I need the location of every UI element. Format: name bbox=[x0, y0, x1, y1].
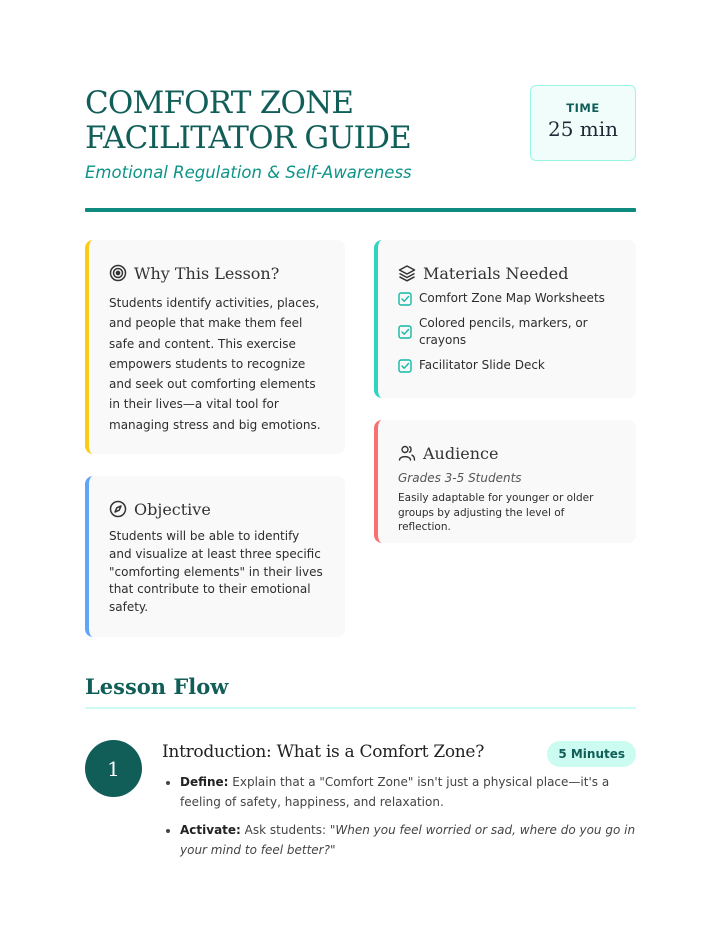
card-audience bbox=[374, 420, 636, 543]
card-objective bbox=[85, 476, 345, 637]
header-divider bbox=[85, 208, 636, 212]
users-icon bbox=[398, 444, 416, 462]
section-divider bbox=[85, 707, 636, 709]
card-body: Students identify activities, places, and people that make them feel safe and content. This exercise empowers students to recognize and seek out comforting elements in their lives—a vital tool for managing stress and big emotions. bbox=[109, 296, 321, 432]
card-title: Why This Lesson? bbox=[134, 263, 280, 283]
section-title-lesson-flow: Lesson Flow bbox=[85, 674, 229, 699]
card-title: Audience bbox=[423, 443, 499, 463]
step-duration-badge: 5 Minutes bbox=[547, 741, 636, 767]
list-item bbox=[398, 357, 616, 374]
list-item bbox=[398, 315, 616, 349]
card-body: Students will be able to identify and visualize at least three specific "comforting elements" in their lives that contribute to their emotional safety. bbox=[109, 529, 323, 615]
check-square-icon bbox=[398, 325, 412, 339]
page-title: COMFORT ZONE FACILITATOR GUIDE bbox=[85, 85, 411, 156]
page-subtitle: Emotional Regulation & Self-Awareness bbox=[85, 163, 412, 182]
material-item-label: Colored pencils, markers, or crayons bbox=[419, 316, 588, 347]
bullet-label: Activate: bbox=[180, 822, 241, 837]
material-item-label: Comfort Zone Map Worksheets bbox=[419, 291, 605, 305]
card-why-this-lesson bbox=[85, 240, 345, 454]
bullet-text: Ask students: bbox=[240, 822, 330, 837]
card-title: Materials Needed bbox=[423, 263, 569, 283]
layers-icon bbox=[398, 264, 416, 282]
card-title: Objective bbox=[134, 499, 211, 519]
list-item bbox=[180, 820, 636, 861]
target-icon bbox=[109, 264, 127, 282]
header bbox=[85, 86, 636, 210]
step-bullet-list bbox=[180, 772, 636, 867]
audience-grade: Grades 3-5 Students bbox=[398, 471, 522, 485]
check-square-icon bbox=[398, 359, 412, 373]
list-item bbox=[398, 290, 616, 307]
bullet-label: Define: bbox=[180, 775, 229, 789]
step-number-badge: 1 bbox=[85, 740, 142, 797]
card-materials-needed bbox=[374, 240, 636, 398]
materials-list bbox=[398, 290, 616, 374]
compass-icon bbox=[109, 500, 127, 518]
material-item-label: Facilitator Slide Deck bbox=[419, 358, 545, 372]
time-box bbox=[530, 85, 636, 161]
step-title: Introduction: What is a Comfort Zone? bbox=[162, 742, 485, 762]
bullet-text: Explain that a "Comfort Zone" isn't just a physical place—it's a feeling of safety, happiness, and relaxation. bbox=[180, 775, 610, 810]
bullet-quote: "When you feel worried or sad, where do you go in your mind to feel better?" bbox=[180, 822, 636, 857]
time-value: 25 min bbox=[547, 117, 619, 141]
list-item bbox=[180, 772, 636, 813]
audience-description: Easily adaptable for younger or older groups by adjusting the level of reflection. bbox=[398, 492, 594, 533]
check-square-icon bbox=[398, 292, 412, 306]
time-label: TIME bbox=[566, 101, 600, 115]
